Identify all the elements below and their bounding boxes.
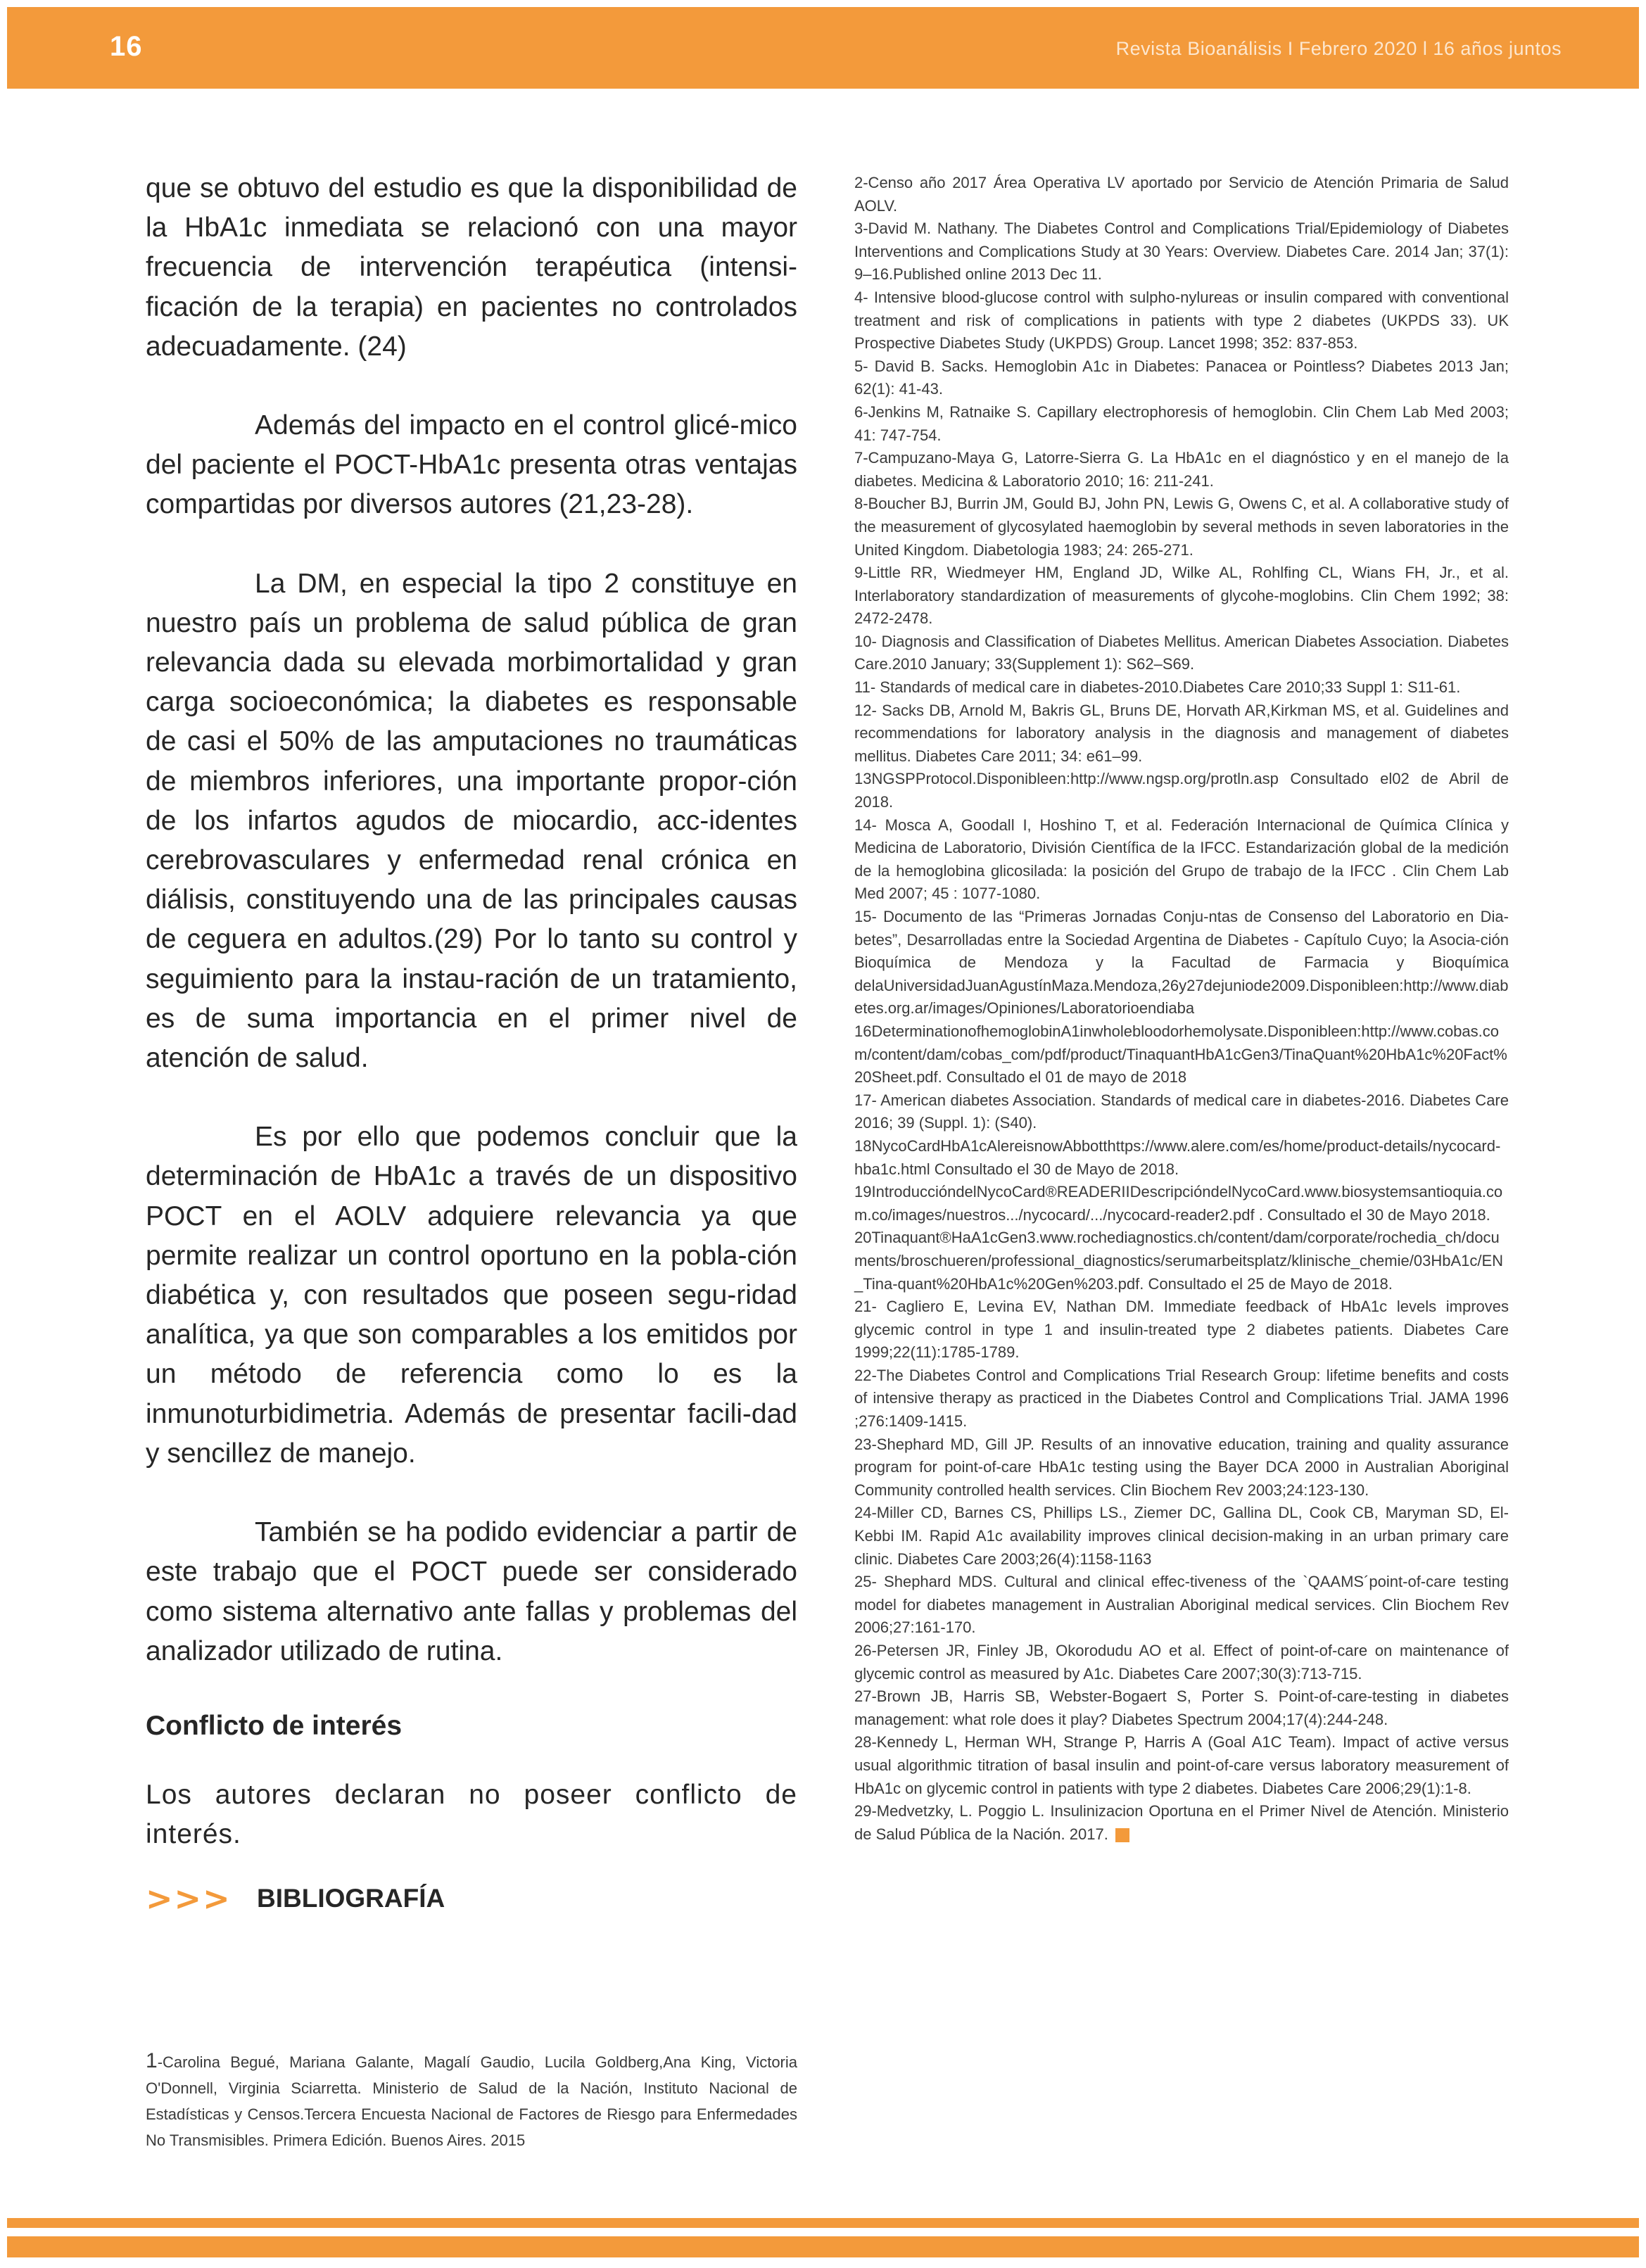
reference-item: 11- Standards of medical care in diabetes-2010.Diabetes Care 2010;33 Suppl 1: S11-61.	[854, 678, 1461, 697]
reference-item: 17- American diabetes Association. Standards of medical care in diabetes-2016. Diabetes Care 2016; 39 (Suppl. 1): (S40).	[854, 1091, 1509, 1132]
reference-item: 20Tinaquant®HaA1cGen3.www.rochediagnostics.ch/content/dam/corporate/rochedia_ch/documents/broschueren/professional_diagnostics/serumarbeitsplatz/klinische_chemie/03HbA1c/EN_Tina-quant%20HbA1c%20Gen%203.pdf. Consultado el 25 de Mayo de 2018.	[854, 1229, 1504, 1293]
reference-item: 18NycoCardHbA1cAlereisnowAbbotthttps://www.alere.com/es/home/product-details/nycocard-hba1c.html Consultado el 30 de Mayo de 2018.	[854, 1136, 1501, 1178]
conflict-text: Los autores declaran no poseer conflicto de interés.	[146, 1779, 797, 1850]
conflict-heading: Conflicto de interés	[146, 1710, 403, 1741]
footer-stripe-thin	[7, 2218, 1639, 2228]
header-band	[7, 7, 1639, 89]
reference-item: 5- David B. Sacks. Hemoglobin A1c in Diabetes: Panacea or Pointless? Diabetes 2013 Jan; 62(1): 41-43.	[854, 357, 1509, 398]
reference-item: 16DeterminationofhemoglobinA1inwholebloodorhemolysate.Disponibleen:http://www.cobas.com/content/dam/cobas_com/pdf/product/TinaquantHbA1cGen3/TinaQuant%20HbA1c%20Fact%20Sheet.pdf. Consultado el 01 de mayo de 2018	[854, 1022, 1507, 1087]
reference-item: 25- Shephard MDS. Cultural and clinical effec-tiveness of the `QAAMS´point-of-care testing model for diabetes management in Australian Aboriginal medical services. Clin Biochem Rev 2006;27:161-170.	[854, 1573, 1509, 1637]
paragraph-2: Además del impacto en el control glicé-mico del paciente el POCT-HbA1c presenta otras ventajas compartidas por diversos autores (21,23-28).	[146, 410, 797, 520]
reference-item: 19IntroduccióndelNycoCard®READERIIDescripcióndelNycoCard.www.biosystemsantioquia.com.co/images/nuestros.../nycocard/.../nycocard-reader2.pdf . Consultado el 30 de Mayo 2018.	[854, 1183, 1503, 1224]
reference-item: 26-Petersen JR, Finley JB, Okorodudu AO et al. Effect of point-of-care on maintenance of glycemic control as measured by A1c. Diabetes Care 2007;30(3):713-715.	[854, 1642, 1509, 1683]
reference-item: 21- Cagliero E, Levina EV, Nathan DM. Immediate feedback of HbA1c levels improves glycemic control in type 1 and insulin-treated type 2 diabetes patients. Diabetes Care 1999;22(11):1785-1789.	[854, 1298, 1509, 1362]
bibliography-heading	[146, 1880, 797, 1918]
reference-item: 14- Mosca A, Goodall I, Hoshino T, et al. Federación Internacional de Química Clínica y Medicina de Laboratorio, División Científica de la IFCC. Estandarización global de la medición de la hemoglobina glicosilada: la posición del Grupo de trabajo de la IFCC . Clin Chem Lab Med 2007; 45 : 1077-1080.	[854, 816, 1509, 903]
reference-item: 8-Boucher BJ, Burrin JM, Gould BJ, John PN, Lewis G, Owens C, et al. A collaborative study of the measurement of glycosylated haemoglobin by several methods in seven laboratories in the United Kingdom. Diabetologia 1983; 24: 265-271.	[854, 495, 1509, 559]
page-number: 16	[110, 31, 143, 62]
reference-item: 12- Sacks DB, Arnold M, Bakris GL, Bruns DE, Horvath AR,Kirkman MS, et al. Guidelines and recommendations for laboratory analysis in the diagnosis and management of diabetes mellitus. Diabetes Care 2011; 34: e61–99.	[854, 701, 1509, 765]
paragraph-1: que se obtuvo del estudio es que la disponibilidad de la HbA1c inmediata se relacionó con una mayor frecuencia de intervención terapéutica (intensi-ficación de la terapia) en pacientes no controlados adecuadamente. (24)	[146, 173, 797, 362]
reference-item-last	[854, 1800, 1509, 1846]
reference-1-text: -Carolina Begué, Mariana Galante, Magalí Gaudio, Lucila Goldberg,Ana King, Victoria O'Donnell, Virginia Sciarretta. Ministerio de Salud de la Nación, Instituto Nacional de Estadísticas y Censos.Tercera Encuesta Nacional de Factores de Riesgo para Enfermedades No Transmisibles. Primera Edición. Buenos Aires. 2015	[146, 2053, 797, 2149]
running-head: Revista Bioanálisis I Febrero 2020 l 16 años juntos	[1115, 38, 1562, 59]
reference-1-number: 1	[146, 2049, 158, 2072]
references-column	[854, 172, 1509, 1846]
reference-item: 23-Shephard MD, Gill JP. Results of an innovative education, training and quality assurance program for point-of-care HbA1c testing using the Bayer DCA 2000 in Australian Aboriginal Community controlled health services. Clin Biochem Rev 2003;24:123-130.	[854, 1435, 1509, 1499]
reference-item: 7-Campuzano-Maya G, Latorre-Sierra G. La HbA1c en el diagnóstico y en el manejo de la diabetes. Medicina & Laboratorio 2010; 16: 211-241.	[854, 449, 1509, 490]
reference-item: 6-Jenkins M, Ratnaike S. Capillary electrophoresis of hemoglobin. Clin Chem Lab Med 2003; 41: 747-754.	[854, 403, 1509, 444]
reference-item: 9-Little RR, Wiedmeyer HM, England JD, Wilke AL, Rohlfing CL, Wians FH, Jr., et al. Interlaboratory standardization of measurements of glycohe-moglobins. Clin Chem 1992; 38: 2472-2478.	[854, 564, 1509, 628]
reference-item: 24-Miller CD, Barnes CS, Phillips LS., Ziemer DC, Gallina DL, Cook CB, Maryman SD, El-Kebbi IM. Rapid A1c availability improves clinical decision-making in an urban primary care clinic. Diabetes Care 2003;26(4):1158-1163	[854, 1504, 1509, 1568]
reference-item: 15- Documento de las “Primeras Jornadas Conju-ntas de Consenso del Laboratorio en Dia-betes”, Desarrolladas entre la Sociedad Argentina de Diabetes - Capítulo Cuyo; la Asocia-ción Bioquímica de Mendoza y la Facultad de Farmacia y Bioquímica delaUniversidadJuanAgustínMaza.Mendoza,26y27dejuniode2009.Disponibleen:http://www.diabetes.org.ar/images/Opiniones/Laboratorioendiaba	[854, 908, 1509, 1018]
paragraph-3: La DM, en especial la tipo 2 constituye en nuestro país un problema de salud pública de gran relevancia dada su elevada morbimortalidad y gran carga socioeconómica; la diabetes es responsable de casi el 50% de las amputaciones no traumáticas de miembros inferiores, una importante propor-ción de los infartos agudos de miocardio, acc-identes cerebrovasculares y enfermedad renal crónica en diálisis, constituyendo una de las principales causas de ceguera en adultos.(29) Por lo tanto su control y seguimiento para la instau-ración de un tratamiento, es de suma importancia en el primer nivel de atención de salud.	[146, 568, 797, 1074]
reference-item: 2-Censo año 2017 Área Operativa LV aportado por Servicio de Atención Primaria de Salud AOLV.	[854, 174, 1509, 215]
reference-item: 22-The Diabetes Control and Complications Trial Research Group: lifetime benefits and costs of intensive therapy as practiced in the Diabetes Control and Complications Trial. JAMA 1996 ;276:1409-1415.	[854, 1366, 1509, 1431]
paragraph-4: Es por ello que podemos concluir que la determinación de HbA1c a través de un dispositivo POCT en el AOLV adquiere relevancia ya que permite realizar un control oportuno en la pobla-ción diabética y, con resultados que poseen segu-ridad analítica, ya que son comparables a los emitidos por un método de referencia como lo es la inmunoturbidimetria. Además de presentar facili-dad y sencillez de manejo.	[146, 1122, 797, 1469]
footer-stripe-thick	[7, 2236, 1639, 2257]
left-column	[146, 169, 797, 1918]
paragraph-5: También se ha podido evidenciar a partir de este trabajo que el POCT puede ser considerado como sistema alternativo ante fallas y problemas del analizador utilizado de rutina.	[146, 1517, 797, 1666]
reference-29-text: 29-Medvetzky, L. Poggio L. Insulinizacion Oportuna en el Primer Nivel de Atención. Ministerio de Salud Pública de la Nación. 2017.	[854, 1802, 1509, 1843]
reference-item: 27-Brown JB, Harris SB, Webster-Bogaert S, Porter S. Point-of-care-testing in diabetes management: what role does it play? Diabetes Spectrum 2004;17(4):244-248.	[854, 1687, 1509, 1728]
reference-item: 28-Kennedy L, Herman WH, Strange P, Harris A (Goal A1C Team). Impact of active versus usual algorithmic titration of basal insulin and point-of-care versus laboratory measurement of HbA1c on glycemic control in patients with type 2 diabetes. Diabetes Care 2006;29(1):1-8.	[854, 1733, 1509, 1797]
bibliography-arrows-icon: >>>	[146, 1880, 232, 1918]
bibliography-title: BIBLIOGRAFÍA	[257, 1884, 445, 1913]
reference-item: 3-David M. Nathany. The Diabetes Control and Complications Trial/Epidemiology of Diabetes Interventions and Complications Study at 30 Years: Overview. Diabetes Care. 2014 Jan; 37(1): 9–16.Published online 2013 Dec 11.	[854, 220, 1509, 284]
end-of-article-square-icon	[1115, 1828, 1129, 1842]
reference-1	[146, 2048, 797, 2153]
reference-item: 4- Intensive blood-glucose control with sulpho-nylureas or insulin compared with conventional treatment and risk of complications in patients with type 2 diabetes (UKPDS 33). UK Prospective Diabetes Study (UKPDS) Group. Lancet 1998; 352: 837-853.	[854, 288, 1509, 353]
reference-item: 13NGSPProtocol.Disponibleen:http://www.ngsp.org/protln.asp Consultado el02 de Abril de 2018.	[854, 770, 1509, 811]
reference-item: 10- Diagnosis and Classification of Diabetes Mellitus. American Diabetes Association. Diabetes Care.2010 January; 33(Supplement 1): S62–S69.	[854, 632, 1509, 673]
